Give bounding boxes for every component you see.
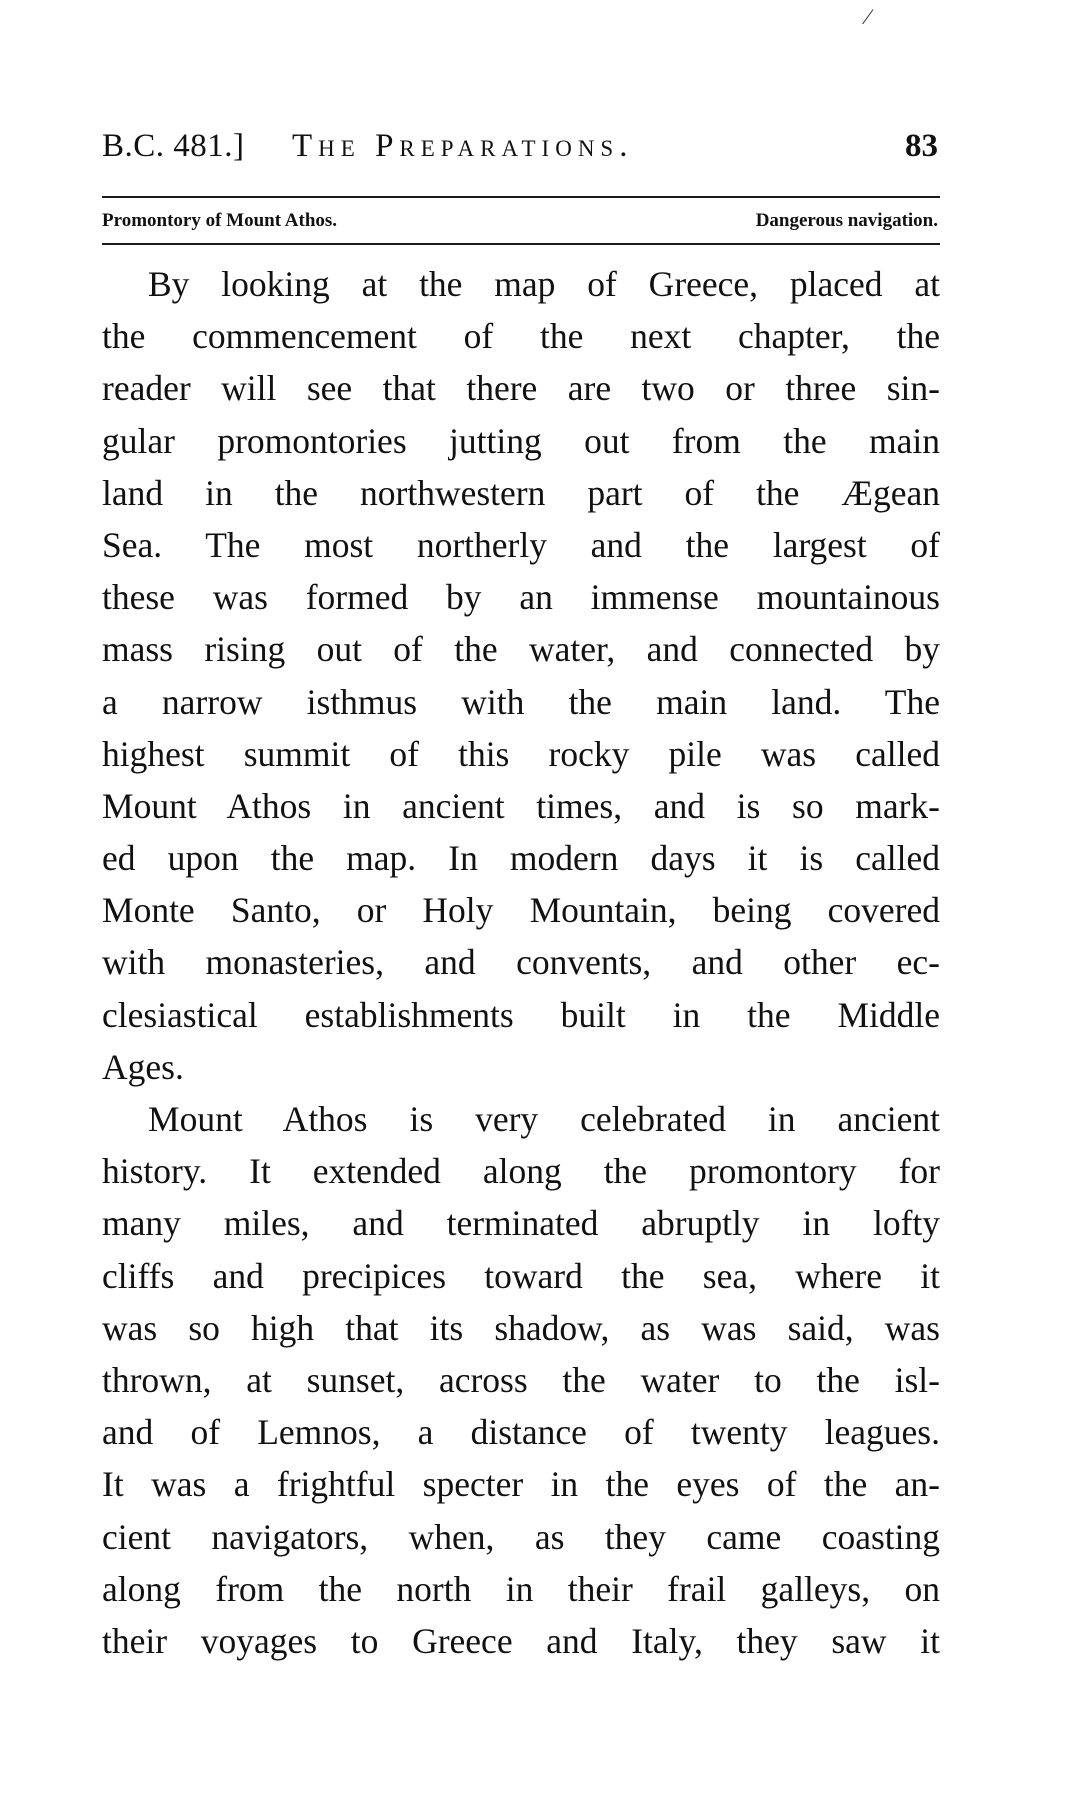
text-line: ed upon the map. In modern days it is called bbox=[102, 838, 940, 879]
text-line: many miles, and terminated abruptly in lofty bbox=[102, 1203, 940, 1244]
subheader bbox=[102, 205, 940, 237]
text-line: Ages. bbox=[102, 1046, 184, 1087]
text-line: history. It extended along the promontory for bbox=[102, 1151, 940, 1192]
text-line: along from the north in their frail galleys, on bbox=[102, 1568, 940, 1609]
text-line: Sea. The most northerly and the largest of bbox=[102, 524, 940, 565]
subheader-right: Dangerous navigation. bbox=[755, 210, 938, 231]
text-line: thrown, at sunset, across the water to the isl- bbox=[102, 1359, 940, 1400]
text-line: mass rising out of the water, and connected by bbox=[102, 629, 940, 670]
header-rule-top bbox=[102, 196, 940, 198]
text-line: a narrow isthmus with the main land. The bbox=[102, 681, 940, 722]
header-title: The Preparations. bbox=[292, 128, 634, 164]
header-date: B.C. 481.] bbox=[102, 128, 245, 164]
text-line: was so high that its shadow, as was said, was bbox=[102, 1307, 940, 1348]
text-line: these was formed by an immense mountainous bbox=[102, 577, 940, 618]
subheader-left: Promontory of Mount Athos. bbox=[102, 210, 338, 231]
text-line: highest summit of this rocky pile was called bbox=[102, 733, 940, 774]
running-header bbox=[102, 123, 940, 169]
corner-mark: ⁄ bbox=[866, 4, 870, 29]
text-line: reader will see that there are two or three sin- bbox=[102, 368, 940, 409]
text-line: Monte Santo, or Holy Mountain, being covered bbox=[102, 890, 940, 931]
text-line: cliffs and precipices toward the sea, where it bbox=[102, 1255, 940, 1296]
text-line: gular promontories jutting out from the main bbox=[102, 420, 940, 461]
text-line: By looking at the map of Greece, placed at bbox=[148, 264, 940, 304]
text-line: Mount Athos in ancient times, and is so mark- bbox=[102, 785, 940, 826]
text-line: and of Lemnos, a distance of twenty leagues. bbox=[102, 1412, 940, 1453]
text-line: Mount Athos is very celebrated in ancient bbox=[148, 1099, 940, 1139]
text-line: cient navigators, when, as they came coasting bbox=[102, 1516, 940, 1557]
header-rule-bottom bbox=[102, 243, 940, 245]
text-line: the commencement of the next chapter, the bbox=[102, 316, 940, 357]
page-number: 83 bbox=[905, 128, 938, 164]
body-text bbox=[102, 258, 940, 1667]
text-line: It was a frightful specter in the eyes of the an- bbox=[102, 1464, 940, 1505]
text-line: with monasteries, and convents, and other ec- bbox=[102, 942, 940, 983]
text-line: their voyages to Greece and Italy, they saw it bbox=[102, 1620, 940, 1661]
text-line: clesiastical establishments built in the Middle bbox=[102, 994, 940, 1035]
text-line: land in the northwestern part of the Ægean bbox=[102, 472, 940, 513]
